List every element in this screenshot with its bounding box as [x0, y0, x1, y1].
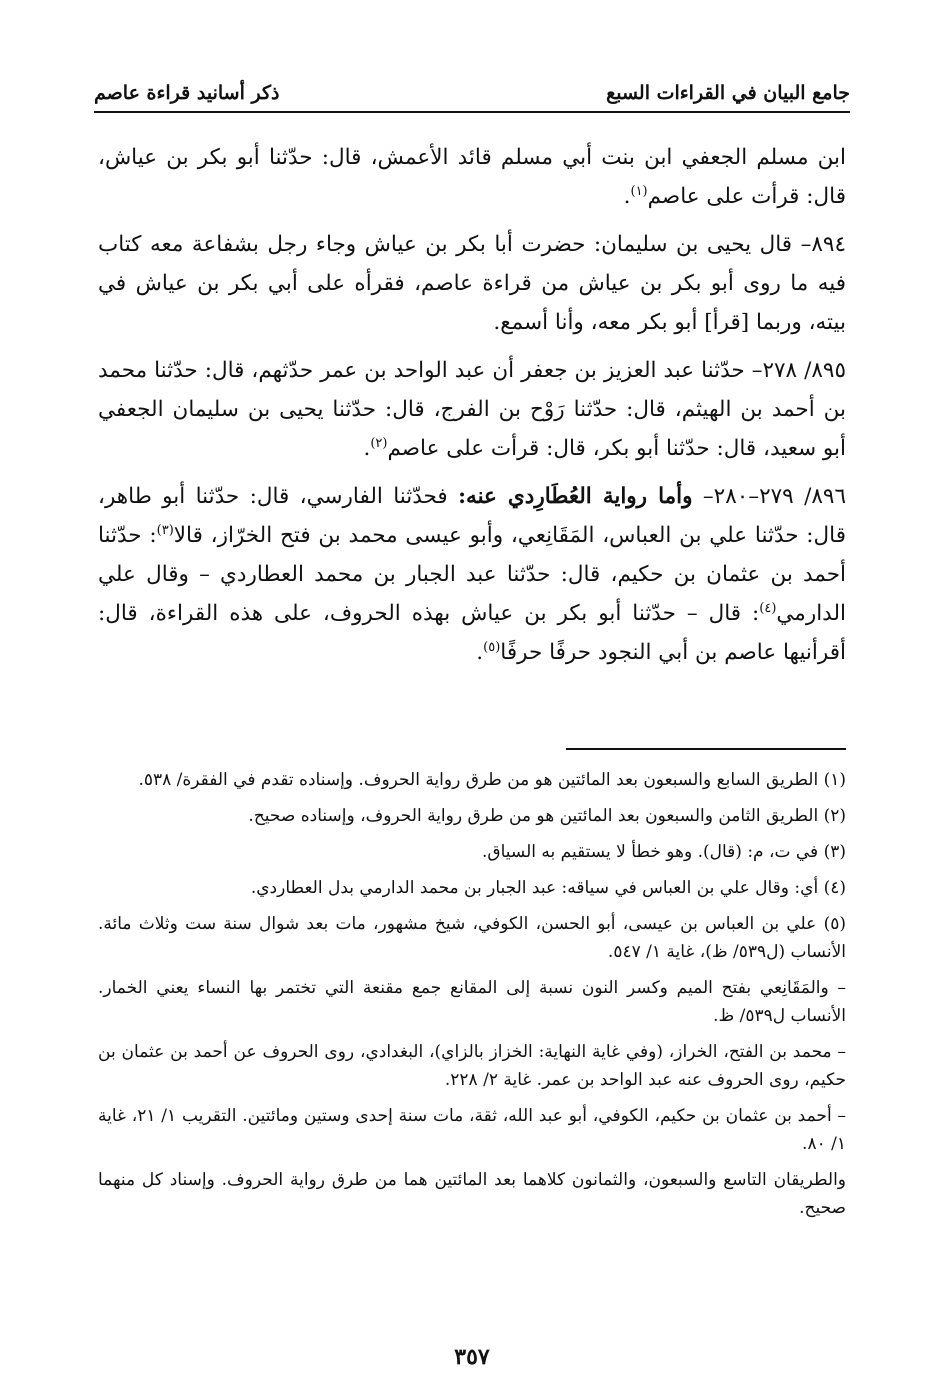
footnote: – محمد بن الفتح، الخراز، (وفي غاية النهاية: الخزاز بالزاي)، البغدادي، روى الحروف عن أحمد بن عثمان بن حكيم، روى الحروف عنه عبد الواحد بن عمر. غاية ٢/ ٢٢٨.	[98, 1042, 846, 1090]
footnote: (٥) علي بن العباس بن عيسى، أبو الحسن، الكوفي، شيخ مشهور، مات بعد شوال سنة ست وثلاث مائة. الأنساب (ل٥٣٩/ ظ)، غاية ١/ ٥٤٧.	[98, 914, 846, 962]
header-rule	[94, 111, 850, 113]
footnote-ref: (٥)	[483, 639, 501, 655]
footnote: والطريقان التاسع والسبعون، والثمانون كلاهما بعد المائتين هما من طرق رواية الحروف. وإسناد كل منهما صحيح.	[98, 1170, 846, 1218]
paragraph-number: ٨٩٦/ ٢٧٩–٢٨٠–	[702, 484, 846, 509]
book-title: جامع البيان في القراءات السبع	[606, 82, 850, 104]
footnotes	[98, 766, 846, 1230]
footnote: (١) الطريق السابع والسبعون بعد المائتين هو من طرق رواية الحروف. وإسناده تقدم في الفقرة/ ٥٣٨.	[138, 770, 846, 790]
footnote-ref: (٤)	[759, 600, 777, 616]
footnote-ref: (٢)	[370, 435, 388, 451]
paragraph: ٨٩٥/ ٢٧٨– حدّثنا عبد العزيز بن جعفر أن عبد الواحد بن عمر حدّثهم، قال: حدّثنا محمد بن أحمد بن الهيثم، قال: حدّثنا رَوْح بن الفرج، قال: حدّثنا يحيى بن سليمان الجعفي أبو سعيد، قال: حدّثنا أبو بكر، قال: قرأت على عاصم$^{(٢)}$.	[98, 358, 847, 461]
footnote: (٣) في ت، م: (قال). وهو خطأ لا يستقيم به السياق.	[482, 842, 846, 862]
footnote: (٢) الطريق الثامن والسبعون بعد المائتين هو من طرق رواية الحروف، وإسناده صحيح.	[248, 806, 846, 826]
page-number: ٣٥٧	[454, 1344, 490, 1370]
footnote: – والمَقَانِعي بفتح الميم وكسر النون نسبة إلى المقانع جمع مقنعة التي تختمر بها النساء يعني الخمار. الأنساب ل٥٣٩/ ظ.	[98, 978, 846, 1026]
bold-heading: وأما رواية العُطَارِدي عنه:	[458, 484, 693, 509]
section-title: ذكر أسانيد قراءة عاصم	[94, 82, 280, 104]
footnote-ref: (٣)	[156, 522, 174, 538]
footnote: (٤) أي: وقال علي بن العباس في سياقه: عبد الجبار بن محمد الدارمي بدل العطاردي.	[250, 878, 846, 898]
footnote: – أحمد بن عثمان بن حكيم، الكوفي، أبو عبد الله، ثقة، مات سنة إحدى وستين ومائتين. التقريب ١/ ٢١، غاية ١/ ٨٠.	[98, 1106, 846, 1154]
running-header	[94, 74, 850, 104]
paragraph: ابن مسلم الجعفي ابن بنت أبي مسلم قائد الأعمش، قال: حدّثنا أبو بكر بن عياش، قال: قرأت على عاصم$^{(١)}$.	[98, 145, 846, 209]
footnote-ref: (١)	[630, 183, 648, 199]
paragraph: ٨٩٤– قال يحيى بن سليمان: حضرت أبا بكر بن عياش وجاء رجل بشفاعة معه كتاب فيه ما روى أبو بكر بن عياش من قراءة عاصم، فقرأه على أبي بكر بن عياش في بيته، وربما [قرأ] أبو بكر معه، وأنا أسمع.	[98, 232, 846, 335]
paragraph: ٨٩٦/ ٢٧٩–٢٨٠– وأما رواية العُطَارِدي عنه: فحدّثنا الفارسي، قال: حدّثنا أبو طاهر، قال: حدّثنا علي بن العباس، المَقَانِعي، وأبو عيسى محمد بن فتح الخرّاز، قالا$^{(٣)}$: حدّثنا أحمد بن عثمان بن حكيم، قال: حدّثنا عبد الجبار بن محمد العطاردي – وقال علي الدارمي$^{(٤)}$: قال – حدّثنا أبو بكر بن عياش بهذه الحروف، على هذه القراءة، قال: أقرأنيها عاصم بن أبي النجود حرفًا حرفًا$^{(٥)}$.	[98, 484, 846, 665]
footnote-separator	[566, 748, 846, 750]
main-text	[98, 138, 846, 681]
